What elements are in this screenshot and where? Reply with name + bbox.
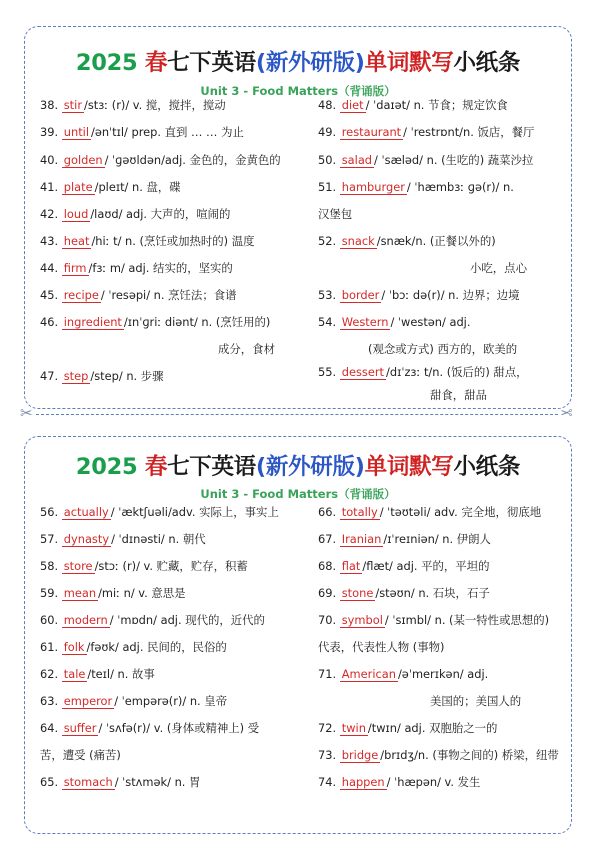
scissors-icon: ✂ bbox=[20, 404, 33, 422]
title-edition: (新外研版) bbox=[255, 50, 365, 76]
entry-number: 44. bbox=[40, 261, 62, 275]
entry-word: tale bbox=[63, 667, 86, 681]
entry-definition: / ˈresəpi/ n. 烹饪法；食谱 bbox=[100, 288, 237, 302]
entry-definition-continued: 苦，遭受 (痛苦) bbox=[40, 748, 121, 762]
entry-definition: / ˈhæmbɜː ɡə(r)/ n. bbox=[406, 180, 514, 194]
entry-word: stone bbox=[341, 586, 374, 600]
scissors-icon: ✂ bbox=[560, 404, 573, 422]
vocab-entry bbox=[318, 505, 541, 520]
entry-definition: /flæt/ adj. 平的，平坦的 bbox=[362, 559, 490, 573]
entry-word: stomach bbox=[63, 775, 113, 789]
vocab-entry bbox=[318, 125, 534, 140]
title-grade: 七下英语 bbox=[167, 454, 256, 480]
title-season: 春 bbox=[144, 50, 168, 76]
entry-definition: /teɪl/ n. 故事 bbox=[87, 667, 155, 681]
entry-number: 74. bbox=[318, 775, 340, 789]
entry-word: loud bbox=[63, 207, 89, 221]
entry-definition: / ˈɡəʊldən/adj. 金色的，金黄色的 bbox=[104, 153, 281, 167]
title-grade: 七下英语 bbox=[167, 50, 256, 76]
vocab-entry bbox=[318, 315, 470, 330]
vocab-entry bbox=[318, 98, 508, 113]
vocab-entry bbox=[40, 125, 244, 140]
vocab-entry bbox=[318, 586, 490, 601]
entry-word: salad bbox=[341, 153, 373, 167]
title-season: 春 bbox=[144, 454, 168, 480]
entry-word: modern bbox=[63, 613, 108, 627]
page-title-repeat bbox=[25, 449, 571, 481]
vocab-entry bbox=[40, 559, 248, 574]
unit-subtitle: Unit 3 - Food Matters（背诵版） bbox=[200, 84, 396, 98]
vocab-entry bbox=[40, 667, 155, 682]
entry-word: twin bbox=[341, 721, 366, 735]
entry-word: heat bbox=[63, 234, 90, 248]
entry-word: happen bbox=[341, 775, 385, 789]
entry-word: totally bbox=[341, 505, 378, 519]
entry-definition: /stɜː (r)/ v. 搅，搅拌，搅动 bbox=[84, 98, 226, 112]
entry-word: Iranian bbox=[341, 532, 382, 546]
entry-number: 38. bbox=[40, 98, 62, 112]
entry-definition: /stəʊn/ n. 石块，石子 bbox=[375, 586, 490, 600]
entry-definition: / ˈmɒdn/ adj. 现代的，近代的 bbox=[109, 613, 265, 627]
entry-word: American bbox=[341, 667, 396, 681]
entry-number: 66. bbox=[318, 505, 340, 519]
entry-definition: / ˈsʌfə(r)/ v. (身体或精神上) 受 bbox=[98, 721, 260, 735]
entry-definition: / ˈsɪmbl/ n. (某一特性或思想的) bbox=[384, 613, 550, 627]
cut-line bbox=[36, 414, 558, 415]
title-end: 小纸条 bbox=[453, 50, 521, 76]
page-title bbox=[25, 45, 571, 77]
entry-number: 52. bbox=[318, 234, 340, 248]
entry-definition-continued: 成分，食材 bbox=[218, 342, 275, 356]
entry-number: 67. bbox=[318, 532, 340, 546]
entry-word: firm bbox=[63, 261, 87, 275]
vocab-entry bbox=[318, 532, 491, 547]
entry-definition: /ɪnˈɡriː diənt/ n. (烹饪用的) bbox=[123, 315, 271, 329]
entry-word: hamburger bbox=[341, 180, 405, 194]
vocab-entry bbox=[40, 532, 206, 547]
entry-word: until bbox=[63, 125, 89, 139]
entry-number: 53. bbox=[318, 288, 340, 302]
entry-number: 39. bbox=[40, 125, 62, 139]
entry-definition-continued: 美国的；美国人的 bbox=[430, 694, 522, 708]
entry-number: 71. bbox=[318, 667, 340, 681]
vocab-entry bbox=[318, 613, 549, 628]
entry-word: golden bbox=[63, 153, 103, 167]
vocab-entry bbox=[318, 153, 533, 168]
entry-word: bridge bbox=[341, 748, 379, 762]
entry-definition: / ˈbɔː də(r)/ n. 边界；边境 bbox=[381, 288, 520, 302]
entry-number: 68. bbox=[318, 559, 340, 573]
entry-word: emperor bbox=[63, 694, 113, 708]
entry-definition: /fəʊk/ adj. 民间的，民俗的 bbox=[86, 640, 227, 654]
vocab-entry bbox=[40, 261, 233, 276]
entry-word: symbol bbox=[341, 613, 383, 627]
vocab-entry bbox=[318, 234, 496, 249]
entry-word: folk bbox=[63, 640, 85, 654]
entry-word: border bbox=[341, 288, 380, 302]
entry-definition: / ˈempərə(r)/ n. 皇帝 bbox=[114, 694, 228, 708]
entry-word: stir bbox=[63, 98, 82, 112]
entry-definition: /fɜː m/ adj. 结实的，坚实的 bbox=[88, 261, 233, 275]
entry-definition: /ənˈtɪl/ prep. 直到 … … 为止 bbox=[90, 125, 244, 139]
entry-word: actually bbox=[63, 505, 109, 519]
entry-number: 72. bbox=[318, 721, 340, 735]
vocab-entry bbox=[318, 180, 514, 195]
vocab-entry bbox=[40, 315, 270, 330]
vocab-entry bbox=[318, 775, 480, 790]
entry-definition: / ˈdɪnəsti/ n. 朝代 bbox=[111, 532, 206, 546]
entry-number: 55. bbox=[318, 365, 340, 379]
entry-definition: / ˈhæpən/ v. 发生 bbox=[386, 775, 481, 789]
entry-definition: /ɪˈreɪniən/ n. 伊朗人 bbox=[383, 532, 491, 546]
entry-number: 73. bbox=[318, 748, 340, 762]
entry-definition: / ˈsæləd/ n. (生吃的) 蔬菜沙拉 bbox=[374, 153, 534, 167]
vocab-entry bbox=[40, 586, 186, 601]
entry-word: step bbox=[63, 369, 89, 383]
entry-definition: /əˈmerɪkən/ adj. bbox=[397, 667, 489, 681]
vocab-entry bbox=[40, 775, 200, 790]
entry-word: plate bbox=[63, 180, 93, 194]
vocab-entry bbox=[40, 153, 281, 168]
entry-number: 45. bbox=[40, 288, 62, 302]
entry-definition: /hiː t/ n. (烹饪或加热时的) 温度 bbox=[91, 234, 255, 248]
entry-number: 69. bbox=[318, 586, 340, 600]
entry-definition-continued: 代表，代表性人物 (事物) bbox=[318, 640, 445, 654]
entry-definition-continued: 汉堡包 bbox=[318, 207, 353, 221]
entry-definition: /dɪˈzɜː t/n. (饭后的) 甜点， bbox=[386, 365, 528, 379]
entry-word: dessert bbox=[341, 365, 385, 379]
entry-number: 63. bbox=[40, 694, 62, 708]
entry-definition: / ˈwestən/ adj. bbox=[390, 315, 471, 329]
entry-number: 50. bbox=[318, 153, 340, 167]
entry-word: flat bbox=[341, 559, 361, 573]
entry-definition: /twɪn/ adj. 双胞胎之一的 bbox=[367, 721, 498, 735]
entry-number: 57. bbox=[40, 532, 62, 546]
vocab-entry bbox=[40, 613, 265, 628]
entry-definition-continued: 甜食，甜品 bbox=[430, 388, 487, 402]
vocab-entry bbox=[40, 98, 226, 113]
vocab-entry bbox=[318, 288, 520, 303]
entry-number: 49. bbox=[318, 125, 340, 139]
entry-word: Western bbox=[341, 315, 389, 329]
unit-subtitle: Unit 3 - Food Matters（背诵版） bbox=[200, 487, 396, 501]
vocab-entry bbox=[40, 180, 181, 195]
entry-definition: /pleɪt/ n. 盘，碟 bbox=[94, 180, 181, 194]
entry-number: 61. bbox=[40, 640, 62, 654]
entry-number: 70. bbox=[318, 613, 340, 627]
vocab-entry bbox=[318, 559, 489, 574]
entry-word: suffer bbox=[63, 721, 97, 735]
entry-definition: / ˈæktʃuəli/adv. 实际上，事实上 bbox=[110, 505, 279, 519]
entry-number: 41. bbox=[40, 180, 62, 194]
entry-number: 40. bbox=[40, 153, 62, 167]
title-task: 单词默写 bbox=[364, 50, 454, 76]
entry-definition: / ˈstʌmək/ n. 胃 bbox=[114, 775, 201, 789]
title-task: 单词默写 bbox=[364, 454, 454, 480]
entry-definition: /miː n/ v. 意思是 bbox=[98, 586, 186, 600]
title-year: 2025 bbox=[75, 454, 138, 480]
entry-number: 54. bbox=[318, 315, 340, 329]
entry-number: 42. bbox=[40, 207, 62, 221]
entry-definition: /stɔː (r)/ v. 贮藏，贮存，积蓄 bbox=[94, 559, 248, 573]
title-edition: (新外研版) bbox=[255, 454, 365, 480]
vocab-entry bbox=[40, 721, 259, 736]
entry-word: recipe bbox=[63, 288, 99, 302]
vocab-entry bbox=[318, 721, 497, 736]
entry-definition: / ˈdaɪət/ n. 节食；规定饮食 bbox=[365, 98, 508, 112]
entry-number: 64. bbox=[40, 721, 62, 735]
vocab-entry bbox=[318, 748, 559, 763]
entry-word: dynasty bbox=[63, 532, 110, 546]
vocab-entry bbox=[40, 369, 164, 384]
entry-number: 46. bbox=[40, 315, 62, 329]
entry-number: 62. bbox=[40, 667, 62, 681]
entry-word: ingredient bbox=[63, 315, 122, 329]
entry-word: restaurant bbox=[341, 125, 402, 139]
entry-number: 58. bbox=[40, 559, 62, 573]
entry-definition: /step/ n. 步骤 bbox=[90, 369, 164, 383]
entry-definition-continued: 小吃，点心 bbox=[470, 261, 527, 275]
vocab-entry bbox=[40, 207, 230, 222]
vocab-entry bbox=[40, 234, 255, 249]
vocab-entry bbox=[40, 640, 227, 655]
entry-word: store bbox=[63, 559, 93, 573]
entry-number: 51. bbox=[318, 180, 340, 194]
entry-number: 48. bbox=[318, 98, 340, 112]
entry-definition: / ˈtəʊtəli/ adv. 完全地，彻底地 bbox=[379, 505, 542, 519]
vocab-entry bbox=[318, 667, 488, 682]
entry-number: 60. bbox=[40, 613, 62, 627]
title-year: 2025 bbox=[75, 50, 138, 76]
vocab-entry bbox=[40, 694, 227, 709]
entry-number: 43. bbox=[40, 234, 62, 248]
entry-definition: /snæk/n. (正餐以外的) bbox=[376, 234, 496, 248]
title-end: 小纸条 bbox=[453, 454, 521, 480]
entry-number: 56. bbox=[40, 505, 62, 519]
entry-definition: /brɪdʒ/n. (事物之间的) 桥梁，纽带 bbox=[380, 748, 559, 762]
entry-definition: /laʊd/ adj. 大声的，喧闹的 bbox=[90, 207, 231, 221]
entry-word: snack bbox=[341, 234, 375, 248]
vocab-entry bbox=[40, 505, 279, 520]
vocab-entry bbox=[40, 288, 237, 303]
entry-number: 59. bbox=[40, 586, 62, 600]
vocab-entry bbox=[318, 365, 528, 380]
entry-definition-continued: (观念或方式) 西方的，欧美的 bbox=[368, 342, 518, 356]
entry-number: 47. bbox=[40, 369, 62, 383]
entry-word: mean bbox=[63, 586, 97, 600]
entry-definition: / ˈrestrɒnt/n. 饭店，餐厅 bbox=[403, 125, 535, 139]
entry-number: 65. bbox=[40, 775, 62, 789]
entry-word: diet bbox=[341, 98, 364, 112]
